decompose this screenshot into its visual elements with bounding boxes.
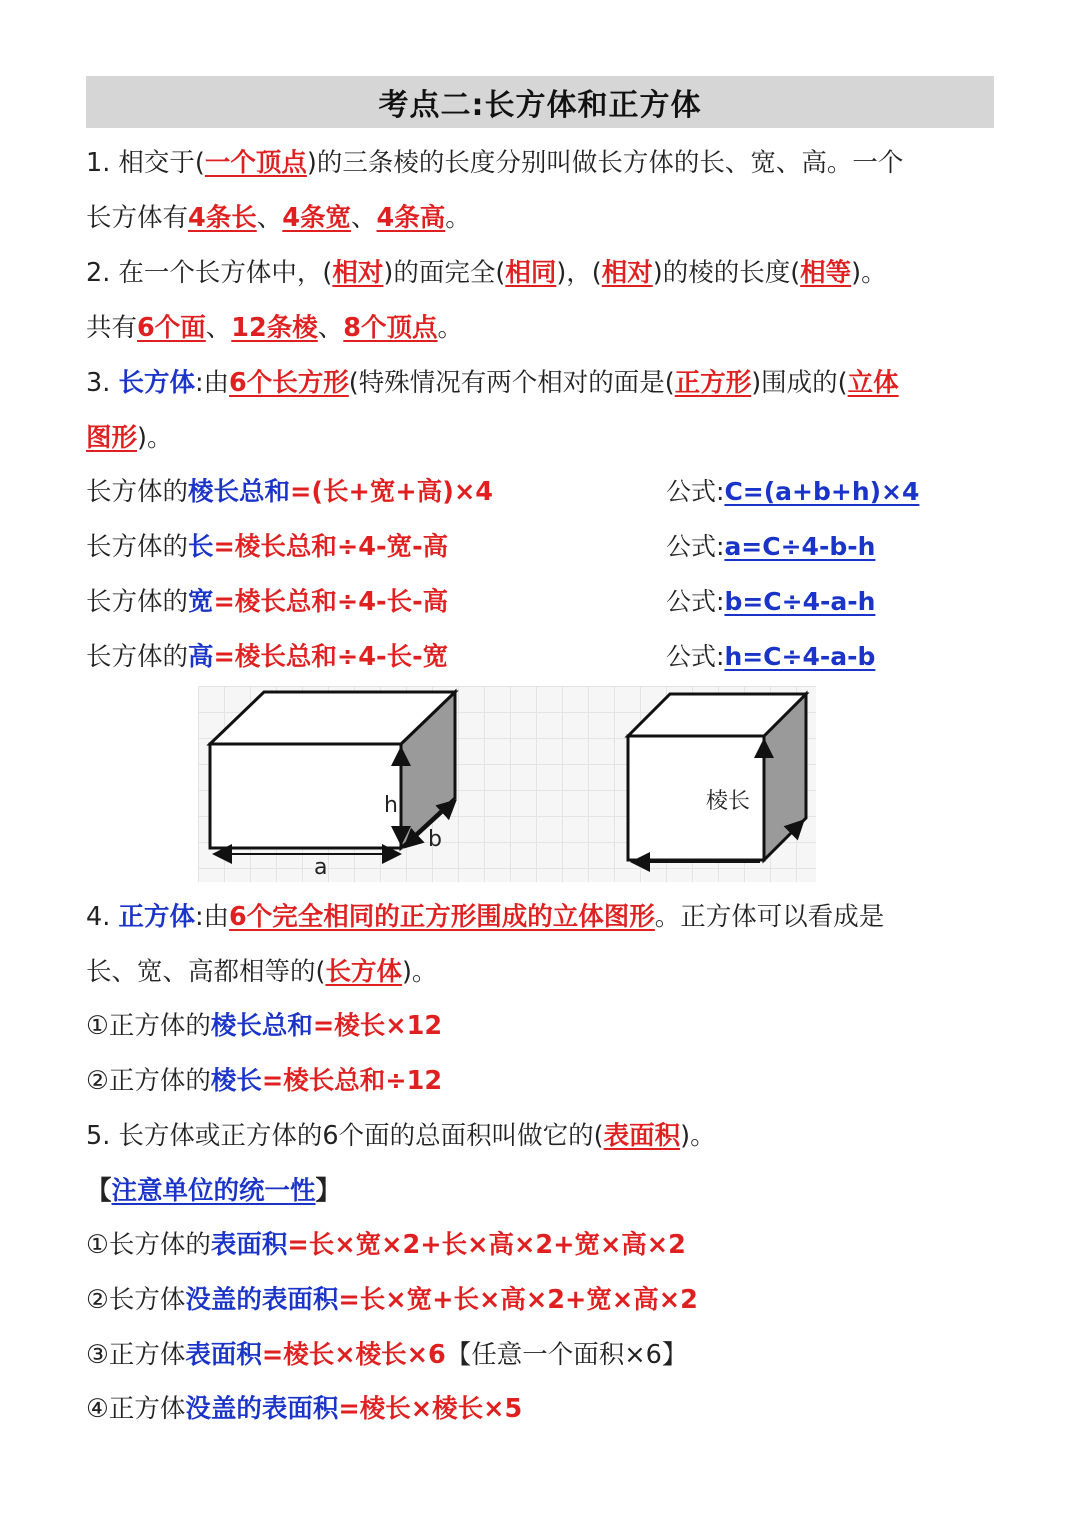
p5-text: 5. 长方体或正方体的6个面的总面积叫做它的( bbox=[86, 1121, 604, 1151]
rule-expression: =长×宽×2+长×高×2+宽×高×2 bbox=[287, 1230, 686, 1260]
p1-text-cont: )的三条棱的长度分别叫做长方体的长、宽、高。一个 bbox=[306, 148, 904, 178]
p2-text-b: )的面完全( bbox=[383, 258, 506, 288]
p4-answer-definition: 6个完全相同的正方形围成的立体图形 bbox=[229, 902, 655, 932]
rule-term: 没盖的表面积 bbox=[185, 1285, 339, 1315]
p2-text: 2. 在一个长方体中，( bbox=[86, 258, 333, 288]
rule-prefix: 长方体的 bbox=[86, 477, 189, 507]
rule-term: 宽 bbox=[188, 587, 214, 617]
rule-expression: =棱长×棱长×5 bbox=[338, 1394, 523, 1424]
formula-expression: C=(a+b+h)×4 bbox=[724, 477, 920, 506]
p1-line1 bbox=[86, 146, 1006, 180]
p2-sep: 、 bbox=[205, 313, 232, 343]
rule-prefix: ①正方体的 bbox=[86, 1011, 211, 1041]
p1-answer-vertex: 一个顶点 bbox=[204, 148, 307, 178]
rule-expression: =棱长×12 bbox=[312, 1011, 443, 1041]
p5-line bbox=[86, 1119, 1006, 1153]
formula-label: 公式: bbox=[666, 477, 725, 506]
area-rule-2 bbox=[86, 1283, 1006, 1317]
formula-expression: a=C÷4-b-h bbox=[724, 532, 876, 561]
p4-text-c: 长、宽、高都相等的( bbox=[86, 957, 326, 987]
p4-text: :由 bbox=[194, 902, 230, 932]
rule-expression: =棱长总和÷12 bbox=[261, 1066, 443, 1096]
rule-term: 没盖的表面积 bbox=[185, 1394, 339, 1424]
formula-row-1 bbox=[666, 475, 919, 509]
note-bracket-close: 】 bbox=[315, 1176, 342, 1206]
p2-answer-opposite-2: 相对 bbox=[601, 258, 653, 288]
area-rule-1 bbox=[86, 1228, 1006, 1262]
rule-prefix: 长方体的 bbox=[86, 587, 189, 617]
p3-line2 bbox=[86, 421, 1006, 455]
rule-note: 【任意一个面积×6】 bbox=[445, 1340, 688, 1370]
rule-prefix: ②正方体的 bbox=[86, 1066, 211, 1096]
p2-end: 。 bbox=[437, 313, 464, 343]
rule-expression: =(长+宽+高)×4 bbox=[290, 477, 494, 507]
cube-rule-1 bbox=[86, 1009, 1006, 1043]
p3-line1 bbox=[86, 366, 1006, 400]
formula-row-4 bbox=[666, 640, 875, 674]
p3-end: )。 bbox=[137, 423, 173, 453]
rule-prefix: 长方体的 bbox=[86, 642, 189, 672]
rule-term: 表面积 bbox=[210, 1230, 288, 1260]
formula-label: 公式: bbox=[666, 532, 725, 561]
cube-rule-2 bbox=[86, 1064, 1006, 1098]
rule-expression: =棱长总和÷4-长-宽 bbox=[213, 642, 449, 672]
cuboid-figure bbox=[210, 692, 455, 880]
p1-text-2: 长方体有 bbox=[86, 203, 189, 233]
rule-term: 高 bbox=[188, 642, 214, 672]
rule-term: 棱长总和 bbox=[210, 1011, 313, 1041]
p3-text-c: )围成的( bbox=[751, 368, 848, 398]
rule-expression: =长×宽+长×高×2+宽×高×2 bbox=[338, 1285, 698, 1315]
rule-expression: =棱长总和÷4-长-高 bbox=[213, 587, 449, 617]
section-title-bar bbox=[86, 76, 994, 128]
rule-prefix: ④正方体 bbox=[86, 1394, 186, 1424]
p2-text-e: )。 bbox=[851, 258, 887, 288]
label-b: b bbox=[428, 827, 442, 852]
note-line bbox=[86, 1174, 1006, 1208]
p4-line1 bbox=[86, 900, 1006, 934]
rule-prefix: ②长方体 bbox=[86, 1285, 186, 1315]
p2-answer-opposite: 相对 bbox=[332, 258, 384, 288]
p2-text-d: )的棱的长度( bbox=[652, 258, 801, 288]
p2-answer-same: 相同 bbox=[505, 258, 557, 288]
area-rule-3 bbox=[86, 1338, 1006, 1372]
p3-text: :由 bbox=[194, 368, 230, 398]
p5-end: )。 bbox=[680, 1121, 716, 1151]
p4-end: )。 bbox=[401, 957, 438, 987]
p1-text: 1. 相交于( bbox=[86, 148, 205, 178]
rule-prefix: ③正方体 bbox=[86, 1340, 186, 1370]
formula-label: 公式: bbox=[666, 587, 725, 616]
rule-expression: =棱长总和÷4-宽-高 bbox=[213, 532, 449, 562]
p2-line2 bbox=[86, 311, 1006, 345]
p3-num: 3. bbox=[86, 368, 119, 398]
label-a: a bbox=[314, 855, 328, 880]
rule-term: 长 bbox=[188, 532, 214, 562]
p3-answer-solid: 立体 bbox=[847, 368, 899, 398]
p2-answer-edges: 12条棱 bbox=[231, 313, 318, 343]
formula-expression: h=C÷4-a-b bbox=[724, 642, 876, 671]
p2-answer-vertices: 8个顶点 bbox=[343, 313, 438, 343]
p4-text-b: 。正方体可以看成是 bbox=[654, 902, 885, 932]
p4-term-cube: 正方体 bbox=[118, 902, 195, 932]
p2-line1 bbox=[86, 256, 1006, 290]
p2-sep-2: 、 bbox=[317, 313, 344, 343]
formula-label: 公式: bbox=[666, 642, 725, 671]
cube-figure bbox=[628, 694, 806, 862]
rule-term: 棱长总和 bbox=[188, 477, 291, 507]
rule-prefix: ①长方体的 bbox=[86, 1230, 211, 1260]
p3-answer-figure: 图形 bbox=[86, 423, 138, 453]
rule-term: 棱长 bbox=[210, 1066, 262, 1096]
p1-answer-width: 4条宽 bbox=[282, 203, 352, 233]
rule-term: 表面积 bbox=[185, 1340, 262, 1370]
p3-answer-rectangles: 6个长方形 bbox=[229, 368, 349, 398]
diagram-svg bbox=[198, 686, 816, 882]
p3-term-cuboid: 长方体 bbox=[118, 368, 195, 398]
cuboid-cube-diagram bbox=[198, 686, 816, 882]
p1-answer-height: 4条高 bbox=[376, 203, 446, 233]
p1-answer-length: 4条长 bbox=[188, 203, 257, 233]
p1-end: 。 bbox=[445, 203, 471, 233]
formula-expression: b=C÷4-a-h bbox=[724, 587, 876, 616]
label-h: h bbox=[384, 793, 398, 818]
formula-row-3 bbox=[666, 585, 875, 619]
rule-expression: =棱长×棱长×6 bbox=[261, 1340, 446, 1370]
p3-text-b: (特殊情况有两个相对的面是( bbox=[348, 368, 675, 398]
p4-num: 4. bbox=[86, 902, 119, 932]
p5-answer-surface-area: 表面积 bbox=[603, 1121, 681, 1151]
p4-line2 bbox=[86, 955, 1006, 989]
p2-text-c: )，( bbox=[556, 258, 602, 288]
p2-text-f: 共有 bbox=[86, 313, 138, 343]
p1-sep-2: 、 bbox=[351, 203, 377, 233]
p2-answer-equal: 相等 bbox=[800, 258, 852, 288]
p1-line2 bbox=[86, 201, 1006, 235]
p4-answer-cuboid: 长方体 bbox=[325, 957, 402, 987]
p2-answer-faces: 6个面 bbox=[137, 313, 206, 343]
formula-row-2 bbox=[666, 530, 875, 564]
p3-answer-square: 正方形 bbox=[674, 368, 752, 398]
note-bracket-open: 【 bbox=[86, 1176, 112, 1206]
p1-sep: 、 bbox=[256, 203, 283, 233]
rule-prefix: 长方体的 bbox=[86, 532, 189, 562]
label-edge-length: 棱长 bbox=[706, 789, 751, 814]
section-title: 考点二:长方体和正方体 bbox=[378, 88, 702, 123]
note-text: 注意单位的统一性 bbox=[111, 1176, 316, 1206]
area-rule-4 bbox=[86, 1392, 1006, 1426]
